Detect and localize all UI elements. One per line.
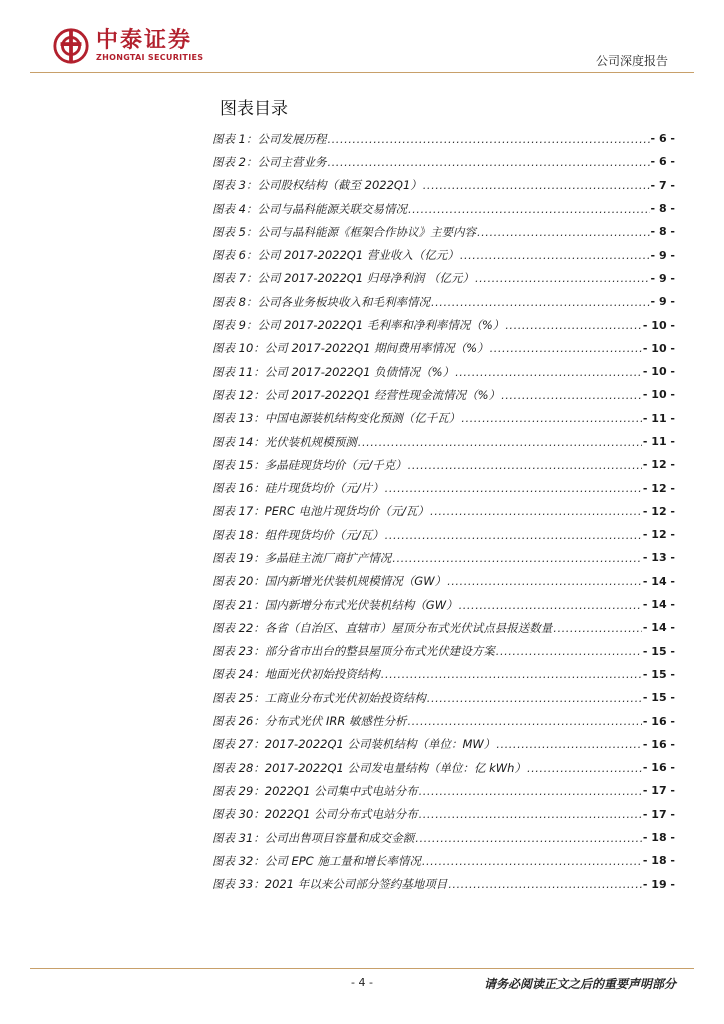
toc-entry[interactable] (212, 826, 675, 849)
toc-dot-leader (475, 271, 650, 285)
toc-entry-label: 图表 1：公司发展历程 (212, 131, 327, 146)
toc-entry-page: - 10 - (642, 388, 675, 402)
toc-entry-label: 图表 26：分布式光伏 IRR 敏感性分析 (212, 714, 407, 729)
toc-dot-leader (392, 551, 642, 565)
toc-entry-page: - 16 - (642, 737, 675, 751)
toc-title: 图表目录 (220, 99, 288, 119)
toc-entry-page: - 12 - (642, 481, 675, 495)
toc-dot-leader (477, 225, 650, 239)
toc-entry-label: 图表 32：公司 EPC 施工量和增长率情况 (212, 853, 421, 868)
toc-entry-label: 图表 4：公司与晶科能源关联交易情况 (212, 201, 407, 216)
toc-entry-page: - 10 - (642, 341, 675, 355)
toc-entry-label: 图表 27：2017-2022Q1 公司装机结构（单位：MW） (212, 737, 496, 752)
header-divider (30, 72, 694, 73)
toc-entry[interactable] (212, 290, 675, 313)
toc-entry[interactable] (212, 220, 675, 243)
toc-dot-leader (358, 435, 642, 449)
toc-entry-label: 图表 31：公司出售项目容量和成交金额 (212, 830, 415, 845)
toc-entry-label: 图表 19：多晶硅主流厂商扩产情况 (212, 550, 392, 565)
toc-entry-page: - 12 - (642, 504, 675, 518)
footer-disclaimer: 请务必阅读正文之后的重要声明部分 (483, 977, 676, 991)
toc-dot-leader (527, 761, 642, 775)
toc-entry[interactable] (212, 127, 675, 150)
toc-entry[interactable] (212, 197, 675, 220)
toc-entry-page: - 18 - (642, 854, 675, 868)
toc-dot-leader (455, 365, 642, 379)
toc-entry[interactable] (212, 430, 675, 453)
toc-entry-page: - 9 - (650, 248, 675, 262)
company-logo (52, 27, 203, 65)
toc-dot-leader (447, 574, 642, 588)
toc-entry[interactable] (212, 686, 675, 709)
toc-dot-leader (431, 295, 650, 309)
toc-entry-page: - 17 - (642, 807, 675, 821)
toc-entry[interactable] (212, 546, 675, 569)
toc-entry-label: 图表 6：公司 2017-2022Q1 营业收入（亿元） (212, 248, 459, 263)
toc-dot-leader (460, 248, 650, 262)
toc-entry[interactable] (212, 570, 675, 593)
toc-entry-page: - 15 - (642, 667, 675, 681)
toc-entry-page: - 14 - (642, 621, 675, 635)
toc-entry-page: - 10 - (642, 365, 675, 379)
figure-toc-list (212, 127, 675, 896)
toc-dot-leader (381, 667, 642, 681)
page-header (0, 0, 724, 80)
toc-entry-page: - 14 - (642, 574, 675, 588)
toc-entry[interactable] (212, 779, 675, 802)
toc-entry[interactable] (212, 360, 675, 383)
toc-entry-label: 图表 11：公司 2017-2022Q1 负债情况（%） (212, 364, 455, 379)
toc-entry-page: - 8 - (650, 225, 675, 239)
toc-entry[interactable] (212, 709, 675, 732)
toc-entry-label: 图表 17：PERC 电池片现货均价（元/瓦） (212, 504, 430, 519)
toc-dot-leader (423, 178, 650, 192)
toc-entry-label: 图表 12：公司 2017-2022Q1 经营性现金流情况（%） (212, 387, 501, 402)
toc-entry-page: - 12 - (642, 528, 675, 542)
toc-entry[interactable] (212, 337, 675, 360)
toc-dot-leader (505, 318, 642, 332)
toc-entry-label: 图表 10：公司 2017-2022Q1 期间费用率情况（%） (212, 341, 489, 356)
toc-dot-leader (427, 691, 642, 705)
toc-entry-page: - 12 - (642, 458, 675, 472)
toc-entry[interactable] (212, 733, 675, 756)
toc-entry-label: 图表 16：硅片现货均价（元/片） (212, 481, 384, 496)
toc-entry[interactable] (212, 756, 675, 779)
toc-entry-page: - 8 - (650, 202, 675, 216)
toc-entry-label: 图表 7：公司 2017-2022Q1 归母净利润 （亿元） (212, 271, 474, 286)
toc-entry-page: - 15 - (642, 691, 675, 705)
footer-divider (30, 968, 694, 969)
toc-entry-page: - 6 - (650, 132, 675, 146)
report-type-label: 公司深度报告 (595, 54, 668, 68)
toc-dot-leader (459, 598, 642, 612)
toc-dot-leader (385, 481, 642, 495)
toc-entry[interactable] (212, 523, 675, 546)
toc-entry[interactable] (212, 873, 675, 896)
toc-entry-label: 图表 3：公司股权结构（截至 2022Q1） (212, 178, 422, 193)
toc-entry[interactable] (212, 174, 675, 197)
toc-dot-leader (501, 388, 642, 402)
toc-entry[interactable] (212, 243, 675, 266)
toc-dot-leader (461, 411, 642, 425)
toc-entry-page: - 11 - (642, 435, 675, 448)
toc-entry-page: - 16 - (642, 761, 675, 775)
toc-dot-leader (496, 737, 642, 751)
page-number: - 4 - (351, 976, 373, 989)
toc-dot-leader (490, 341, 642, 355)
toc-entry-label: 图表 25：工商业分布式光伏初始投资结构 (212, 690, 426, 705)
toc-entry[interactable] (212, 593, 675, 616)
toc-entry-label: 图表 22：各省（自治区、直辖市）屋顶分布式光伏试点县报送数量 (212, 620, 553, 635)
toc-entry-label: 图表 23：部分省市出台的整县屋顶分布式光伏建设方案 (212, 644, 495, 659)
toc-entry[interactable] (212, 383, 675, 406)
toc-entry[interactable] (212, 267, 675, 290)
toc-dot-leader (385, 528, 642, 542)
toc-dot-leader (419, 807, 642, 821)
zhongtai-logo-icon (52, 27, 90, 65)
toc-entry-page: - 18 - (642, 831, 675, 845)
toc-entry-page: - 6 - (650, 155, 675, 169)
toc-entry-label: 图表 21：国内新增分布式光伏装机结构（GW） (212, 597, 458, 612)
toc-entry-page: - 13 - (642, 551, 675, 565)
toc-entry[interactable] (212, 640, 675, 663)
toc-dot-leader (407, 714, 641, 728)
toc-entry[interactable] (212, 663, 675, 686)
toc-entry-page: - 7 - (650, 178, 675, 192)
toc-dot-leader (327, 155, 649, 169)
toc-entry-label: 图表 2：公司主营业务 (212, 154, 327, 169)
toc-dot-leader (430, 504, 642, 518)
toc-entry-page: - 16 - (642, 714, 675, 728)
toc-dot-leader (408, 458, 642, 472)
logo-english-name: ZHONGTAI SECURITIES (96, 53, 204, 62)
toc-entry[interactable] (212, 150, 675, 173)
toc-entry-page: - 9 - (650, 295, 675, 309)
toc-entry[interactable] (212, 849, 675, 872)
toc-entry[interactable] (212, 803, 675, 826)
toc-entry-label: 图表 8：公司各业务板块收入和毛利率情况 (212, 294, 430, 309)
toc-entry-label: 图表 18：组件现货均价（元/瓦） (212, 527, 384, 542)
toc-entry[interactable] (212, 453, 675, 476)
toc-dot-leader (415, 831, 642, 845)
toc-dot-leader (327, 132, 649, 146)
toc-entry-page: - 11 - (642, 411, 675, 425)
toc-entry[interactable] (212, 616, 675, 639)
toc-entry[interactable] (212, 476, 675, 499)
toc-entry-label: 图表 29：2022Q1 公司集中式电站分布 (212, 783, 418, 798)
toc-dot-leader (408, 202, 650, 216)
toc-entry-page: - 9 - (650, 271, 675, 285)
toc-dot-leader (448, 877, 642, 891)
toc-entry-label: 图表 33：2021 年以来公司部分签约基地项目 (212, 877, 448, 892)
toc-entry-label: 图表 20：国内新增光伏装机规模情况（GW） (212, 574, 447, 589)
logo-chinese-name: 中泰证券 (96, 28, 193, 53)
toc-dot-leader (553, 621, 642, 635)
toc-entry-page: - 10 - (642, 318, 675, 332)
toc-entry-label: 图表 15：多晶硅现货均价（元/千克） (212, 457, 407, 472)
toc-entry-label: 图表 28：2017-2022Q1 公司发电量结构（单位：亿 kWh） (212, 760, 526, 775)
toc-dot-leader (419, 784, 642, 798)
toc-entry-page: - 19 - (642, 877, 675, 891)
toc-entry-label: 图表 5：公司与晶科能源《框架合作协议》主要内容 (212, 224, 476, 239)
toc-entry-label: 图表 24：地面光伏初始投资结构 (212, 667, 380, 682)
toc-entry-label: 图表 30：2022Q1 公司分布式电站分布 (212, 807, 418, 822)
toc-entry-page: - 15 - (642, 644, 675, 658)
toc-entry[interactable] (212, 313, 675, 336)
toc-entry-label: 图表 9：公司 2017-2022Q1 毛利率和净利率情况（%） (212, 318, 505, 333)
toc-entry[interactable] (212, 500, 675, 523)
toc-entry-page: - 17 - (642, 784, 675, 798)
toc-dot-leader (422, 854, 642, 868)
toc-entry-label: 图表 13：中国电源装机结构变化预测（亿千瓦） (212, 411, 461, 426)
toc-entry-label: 图表 14：光伏装机规模预测 (212, 434, 357, 449)
toc-dot-leader (496, 644, 642, 658)
toc-entry-page: - 14 - (642, 598, 675, 612)
toc-entry[interactable] (212, 407, 675, 430)
